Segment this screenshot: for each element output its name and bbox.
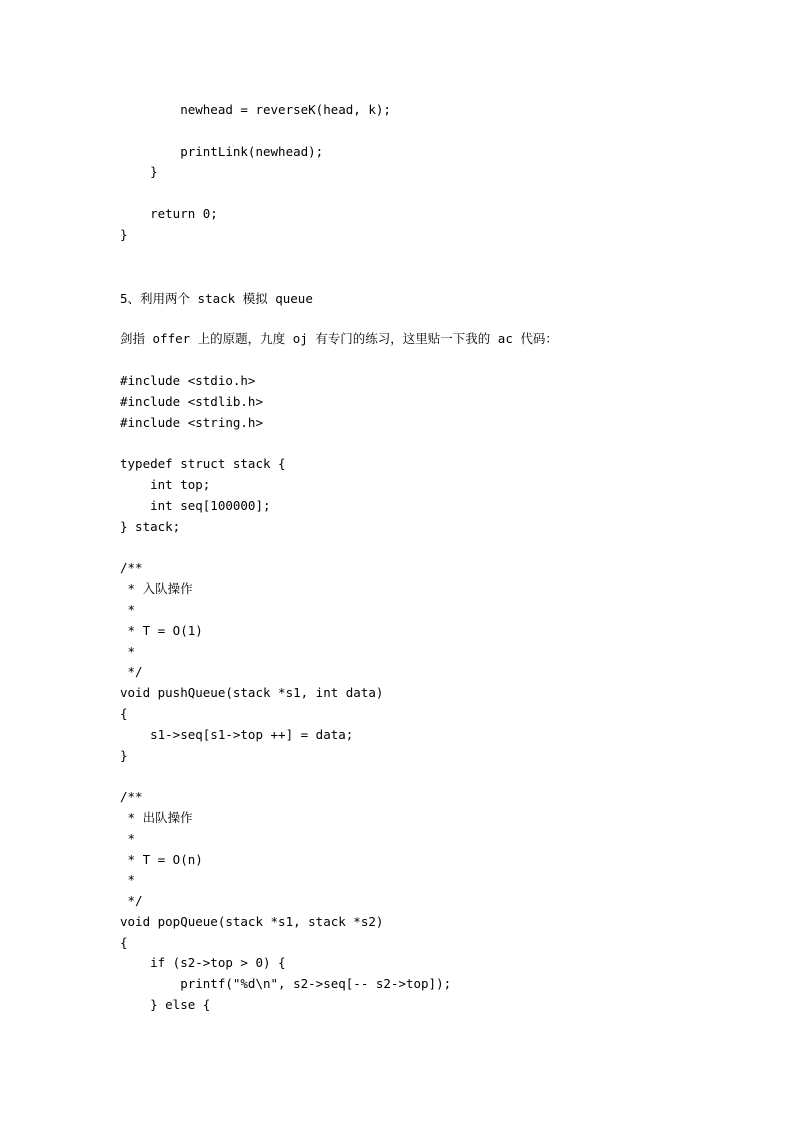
code-line (120, 121, 740, 142)
code-line: newhead = reverseK(head, k); (120, 102, 391, 117)
code-line: * (120, 601, 136, 617)
code-line: * T = O(n) (120, 851, 203, 867)
code-line: */ (120, 893, 143, 909)
code-line: * (120, 643, 136, 659)
code-line: * 出队操作 (120, 809, 193, 825)
section-heading: 5、利用两个 stack 模拟 queue (120, 290, 313, 306)
code-line (120, 538, 740, 559)
code-line: * 入队操作 (120, 581, 193, 597)
code-line: int seq[100000]; (120, 497, 271, 513)
code-line: printf("%d\n", s2->seq[-- s2->top]); (120, 976, 452, 992)
code-line: * T = O(1) (120, 622, 203, 638)
code-block-main (120, 371, 740, 1016)
code-line: void pushQueue(stack *s1, int data) (120, 685, 384, 701)
code-line (120, 183, 740, 204)
code-line: #include <string.h> (120, 414, 263, 430)
code-line: } (120, 747, 128, 763)
code-line: int top; (120, 477, 211, 493)
section-intro: 剑指 offer 上的原题，九度 oj 有专门的练习，这里贴一下我的 ac 代码： (120, 331, 558, 347)
code-line: #include <stdlib.h> (120, 393, 263, 409)
code-line: void popQueue(stack *s1, stack *s2) (120, 913, 384, 929)
code-line (120, 434, 740, 455)
code-line: * (120, 830, 136, 846)
code-line: printLink(newhead); (120, 143, 324, 159)
code-line (120, 766, 740, 787)
document-content (120, 100, 740, 1016)
code-line: } stack; (120, 518, 181, 534)
code-line: { (120, 934, 128, 950)
code-line: } else { (120, 997, 211, 1013)
code-line: */ (120, 664, 143, 680)
code-line: if (s2->top > 0) { (120, 955, 286, 971)
code-line: /** (120, 789, 143, 805)
code-line: s1->seq[s1->top ++] = data; (120, 726, 354, 742)
code-line: * (120, 872, 136, 888)
code-line: { (120, 705, 128, 721)
code-line: } (120, 164, 158, 180)
code-block-top (120, 100, 740, 246)
code-line: } (120, 226, 128, 242)
code-line: return 0; (120, 205, 218, 221)
code-line: typedef struct stack { (120, 456, 286, 472)
code-line: /** (120, 560, 143, 576)
code-line: #include <stdio.h> (120, 373, 256, 389)
